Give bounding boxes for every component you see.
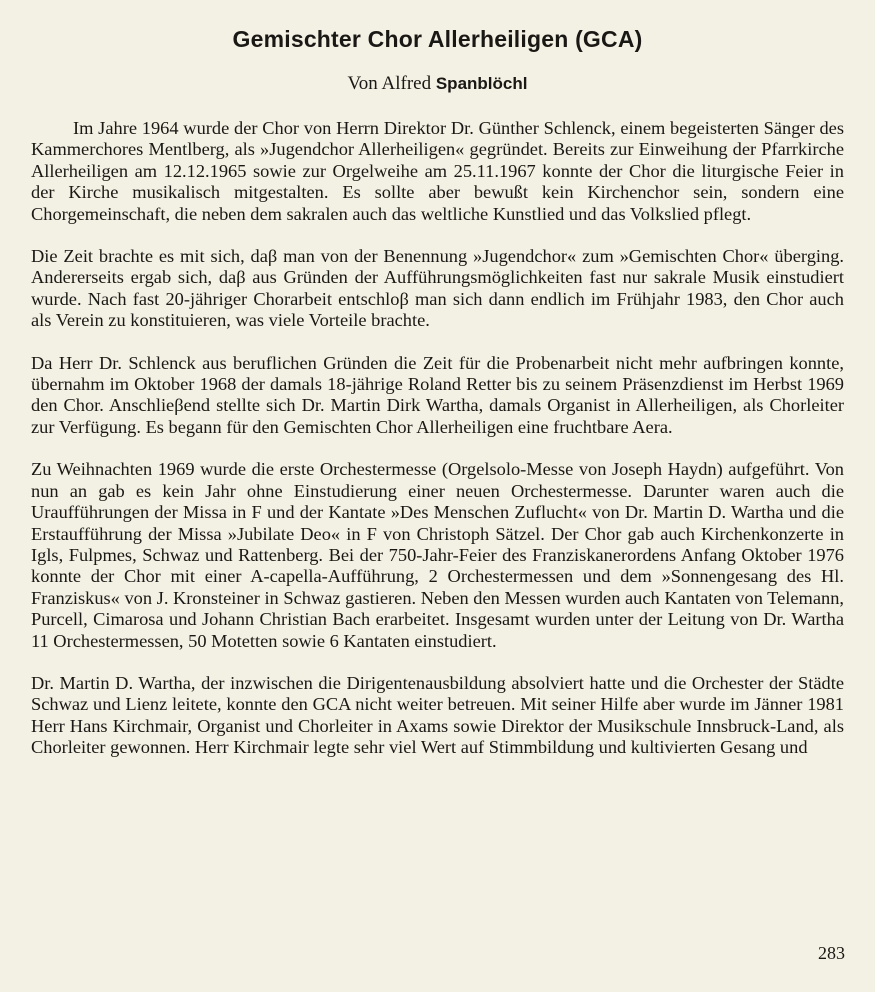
article-title: Gemischter Chor Allerheiligen (GCA) xyxy=(232,26,643,52)
paragraph-1: Im Jahre 1964 wurde der Chor von Herrn Direktor Dr. Günther Schlenck, einem begeisterten Sänger des Kammerchores Mentlberg, als »Jugendchor Allerheiligen« gegründet. Bereits zur Einweihung der Pfarrkirche Allerheiligen am 12.12.1965 sowie zur Orgelweihe am 25.11.1967 konnte der Chor die liturgische Feier in der Kirche musikalisch mitgestalten. Es sollte aber bewußt kein Kirchenchor sein, sondern eine Chorgemeinschaft, die neben dem sakralen auch das weltliche Kunstlied und das Volkslied pflegt. xyxy=(31,118,844,224)
paragraph-4: Zu Weihnachten 1969 wurde die erste Orchestermesse (Orgelsolo-Messe von Joseph Haydn) aufgeführt. Von nun an gab es kein Jahr ohne Einstudierung einer neuen Orchestermesse. Darunter waren auch die Uraufführungen der Missa in F und der Kantate »Des Menschen Zuflucht« von Dr. Martin D. Wartha und die Erstaufführung der Missa »Jubilate Deo« in F von Christoph Sätzel. Der Chor gab auch Kirchenkonzerte in Igls, Fulpmes, Schwaz und Rattenberg. Bei der 750-Jahr-Feier des Franziskanerordens Anfang Oktober 1976 konnte der Chor mit einer A-capella-Aufführung, 2 Orchestermessen und dem »Sonnengesang des Hl. Franziskus« von J. Kronsteiner in Schwaz gastieren. Neben den Messen wurden auch Kantaten von Telemann, Purcell, Cimarosa und Johann Christian Bach erarbeitet. Insgesamt wurden unter der Leitung von Dr. Wartha 11 Orchestermessen, 50 Motetten sowie 6 Kantaten einstudiert. xyxy=(31,459,844,651)
article-byline xyxy=(0,73,875,95)
page-number: 283 xyxy=(818,943,845,963)
paragraph-5: Dr. Martin D. Wartha, der inzwischen die Dirigentenausbildung absolviert hatte und die Orchester der Städte Schwaz und Lienz leitete, konnte den GCA nicht weiter betreuen. Mit seiner Hilfe aber wurde im Jänner 1981 Herr Hans Kirchmair, Organist und Chorleiter in Axams sowie Direktor der Musikschule Innsbruck-Land, als Chorleiter gewonnen. Herr Kirchmair legte sehr viel Wert auf Stimmbildung und kultivierten Gesang und xyxy=(31,672,844,758)
paragraph-2: Die Zeit brachte es mit sich, daβ man von der Benennung »Jugendchor« zum »Gemischten Chor« überging. Andererseits ergab sich, daβ aus Gründen der Aufführungsmöglichkeiten fast nur sakrale Musik einstudiert wurde. Nach fast 20-jähriger Chorarbeit entschloβ man sich dann endlich im Frühjahr 1983, den Chor auch als Verein zu konstituieren, was viele Vorteile brachte. xyxy=(31,246,844,331)
article-body xyxy=(31,118,844,780)
paragraph-3: Da Herr Dr. Schlenck aus beruflichen Gründen die Zeit für die Probenarbeit nicht mehr aufbringen konnte, übernahm im Oktober 1968 der damals 18-jährige Roland Retter bis zu seinem Präsenzdienst im Herbst 1969 den Chor. Anschlieβend stellte sich Dr. Martin Dirk Wartha, damals Organist in Allerheiligen, als Chorleiter zur Verfügung. Es begann für den Gemischten Chor Allerheiligen eine fruchtbare Aera. xyxy=(31,352,844,437)
author-surname: Spanblöchl xyxy=(435,74,528,93)
byline-prefix: Von Alfred xyxy=(347,73,432,94)
